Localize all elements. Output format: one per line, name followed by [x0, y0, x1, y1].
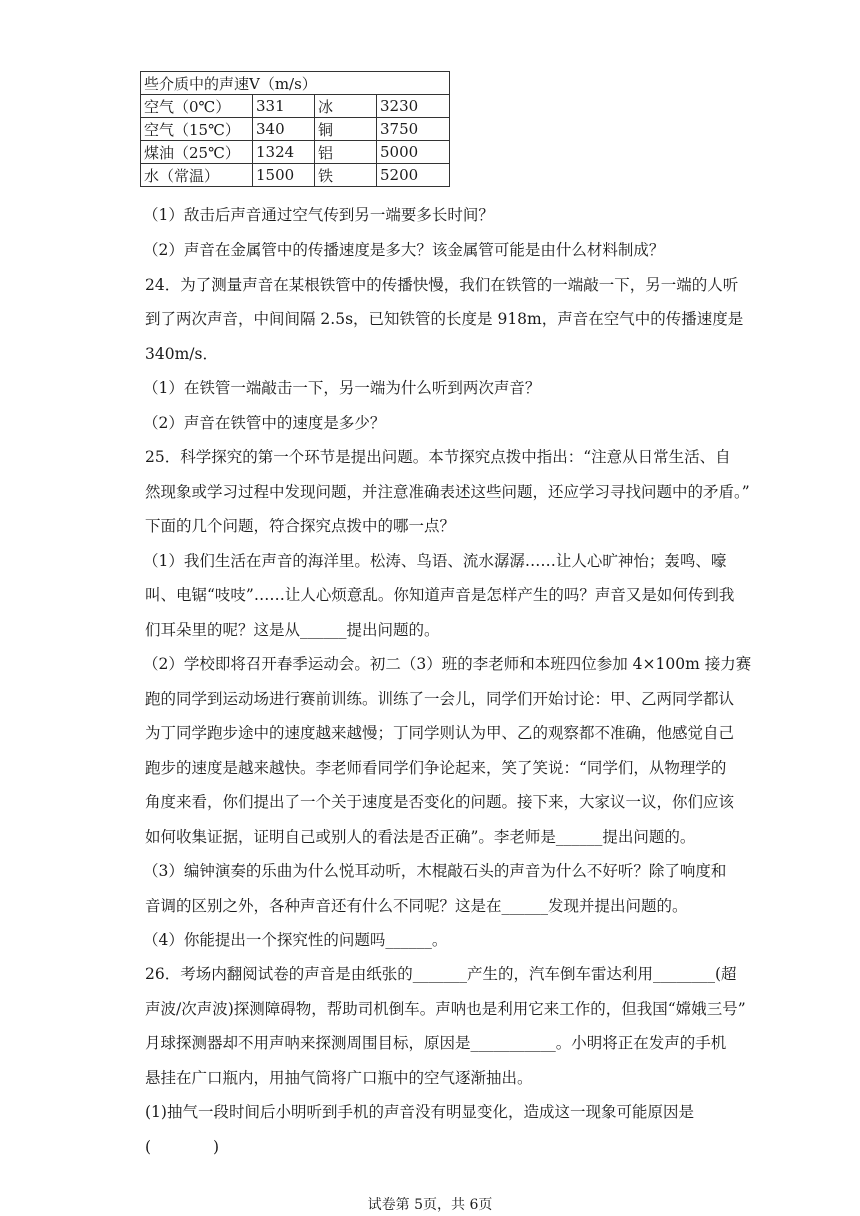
table-row [141, 118, 450, 141]
question-25-part-2-line-4: 跑步的速度是越来越快。李老师看同学们争论起来，笑了笑说：“同学们，从物理学的 [145, 759, 727, 777]
table-cell: 铜 [315, 118, 377, 141]
question-24-line-1: 24．为了测量声音在某根铁管中的传播快慢，我们在铁管的一端敲一下，另一端的人听 [145, 276, 739, 294]
question-25-part-2-line-5: 角度来看，你们提出了一个关于速度是否变化的问题。接下来，大家议一议，你们应该 [145, 793, 735, 811]
table-title-row [141, 72, 450, 95]
page-footer: 试卷第 5页，共 6页 [367, 1197, 493, 1213]
table-cell: 1324 [253, 141, 315, 164]
question-25-part-2-line-2: 跑的同学到运动场进行赛前训练。训练了一会儿，同学们开始讨论：甲、乙两同学都认 [145, 690, 735, 708]
question-25-part-1-line-1: （1）我们生活在声音的海洋里。松涛、鸟语、流水潺潺……让人心旷神怡；轰鸣、嚎 [143, 552, 727, 570]
question-25-part-2-line-6: 如何收集证据，证明自己或别人的看法是否正确”。李老师是______提出问题的。 [145, 828, 696, 846]
table-cell: 3750 [377, 118, 450, 141]
question-26-line-2: 声波/次声波)探测障碍物，帮助司机倒车。声呐也是利用它来工作的，但我国“嫦娥三号” [145, 1000, 746, 1018]
question-26-line-4: 悬挂在广口瓶内，用抽气筒将广口瓶中的空气逐渐抽出。 [145, 1069, 533, 1087]
table-cell: 5200 [377, 164, 450, 187]
table-cell: 空气（15℃） [141, 118, 253, 141]
question-24-part-1: （1）在铁管一端敲击一下，另一端为什么听到两次声音？ [143, 379, 541, 397]
question-26-answer-blank: ( ) [145, 1138, 220, 1156]
question-26-part-1: (1)抽气一段时间后小明听到手机的声音没有明显变化，造成这一现象可能原因是 [145, 1103, 694, 1121]
table-cell: 5000 [377, 141, 450, 164]
question-25-part-3-line-1: （3）编钟演奏的乐曲为什么悦耳动听，木棍敲石头的声音为什么不好听？除了响度和 [143, 862, 727, 880]
table-cell: 冰 [315, 95, 377, 118]
table-cell: 铁 [315, 164, 377, 187]
question-24-line-3: 340m/s． [145, 345, 218, 363]
table-cell: 1500 [253, 164, 315, 187]
question-23-part-1: （1）敌击后声音通过空气传到另一端要多长时间？ [143, 206, 494, 224]
sound-speed-table [140, 71, 450, 187]
question-26-line-1: 26．考场内翻阅试卷的声音是由纸张的_______产生的，汽车倒车雷达利用________(超 [145, 965, 737, 983]
table-cell: 331 [253, 95, 315, 118]
question-23-part-2: （2）声音在金属管中的传播速度是多大？该金属管可能是由什么材料制成？ [143, 241, 665, 259]
question-25-part-2-line-1: （2）学校即将召开春季运动会。初二（3）班的李老师和本班四位参加 4×100m 接力赛 [143, 655, 752, 673]
table-cell: 水（常温） [141, 164, 253, 187]
question-25-part-3-line-2: 音调的区别之外，各种声音还有什么不同呢？这是在______发现并提出问题的。 [145, 897, 688, 915]
question-25-line-2: 然现象或学习过程中发现问题，并注意准确表述这些问题，还应学习寻找问题中的矛盾。” [145, 483, 750, 501]
question-25-part-1-line-3: 们耳朵里的呢？这是从______提出问题的。 [145, 621, 440, 639]
question-24-line-2: 到了两次声音，中间间隔 2.5s，已知铁管的长度是 918m，声音在空气中的传播速度是 [145, 310, 744, 328]
table-cell: 铝 [315, 141, 377, 164]
table-cell: 空气（0℃） [141, 95, 253, 118]
question-25-part-4: （4）你能提出一个探究性的问题吗______。 [143, 931, 448, 949]
question-24-part-2: （2）声音在铁管中的速度是多少？ [143, 414, 386, 432]
question-26-line-3: 月球探测器却不用声呐来探测周围目标，原因是___________。小明将正在发声的手机 [145, 1034, 727, 1052]
table-row [141, 141, 450, 164]
question-25-part-2-line-3: 为丁同学跑步途中的速度越来越慢；丁同学则认为甲、乙的观察都不准确，他感觉自己 [145, 724, 735, 742]
question-25-part-1-line-2: 叫、电锯“吱吱”……让人心烦意乱。你知道声音是怎样产生的吗？声音又是如何传到我 [145, 586, 735, 604]
table-title: 些介质中的声速V（m/s） [141, 72, 450, 95]
table-cell: 3230 [377, 95, 450, 118]
table-row [141, 95, 450, 118]
question-25-line-1: 25．科学探究的第一个环节是提出问题。本节探究点拨中指出：“注意从日常生活、自 [145, 448, 731, 466]
table-row [141, 164, 450, 187]
table-cell: 煤油（25℃） [141, 141, 253, 164]
table-cell: 340 [253, 118, 315, 141]
question-25-line-3: 下面的几个问题，符合探究点拨中的哪一点？ [145, 517, 456, 535]
